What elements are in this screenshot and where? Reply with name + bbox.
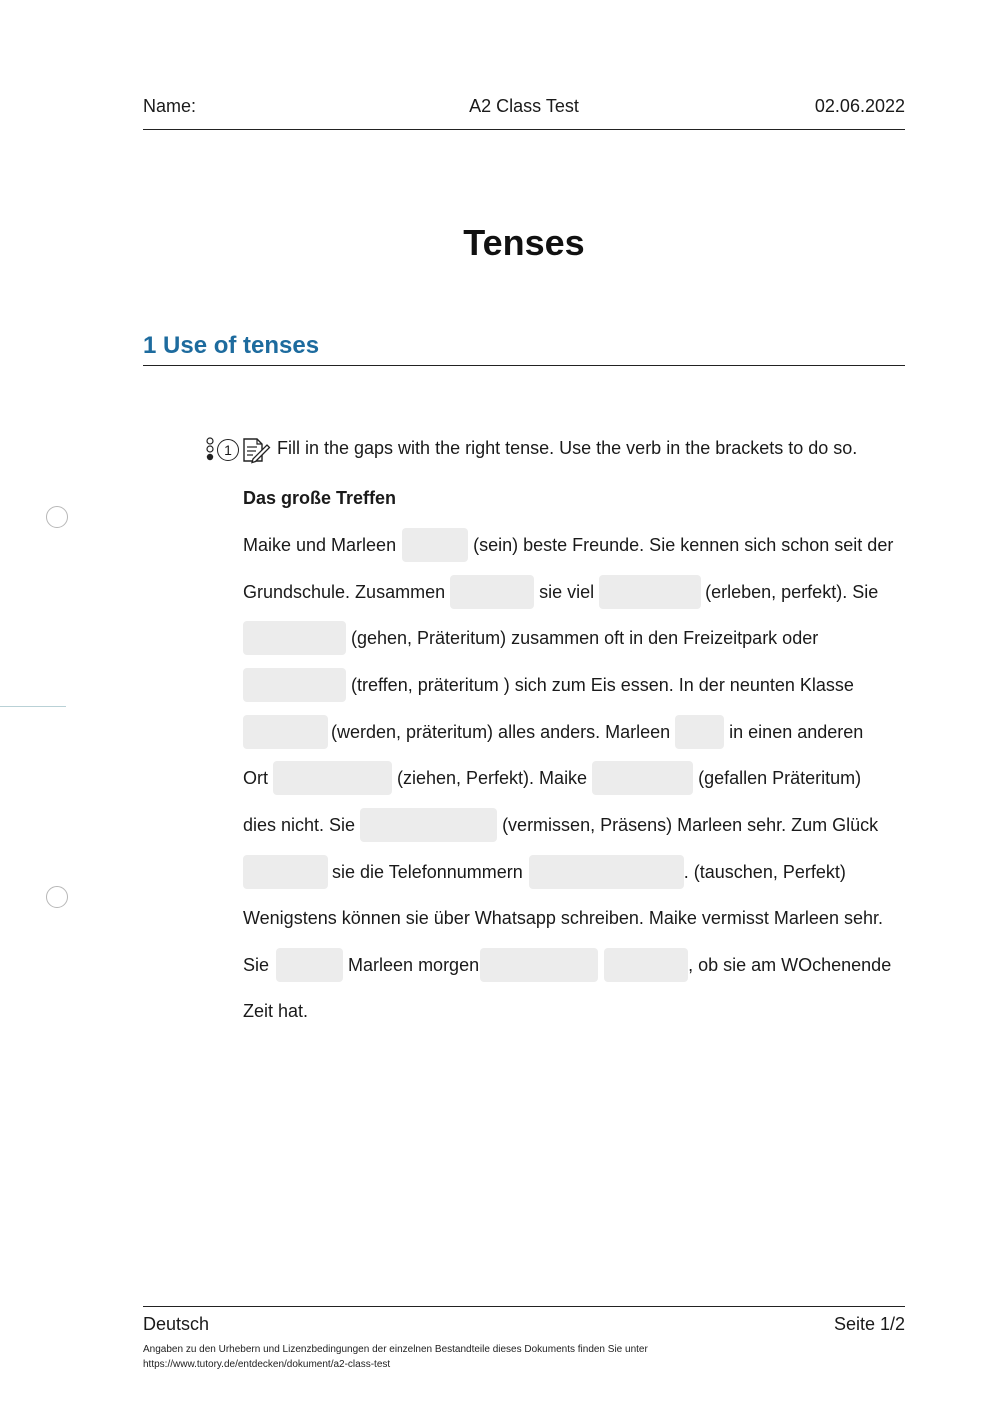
- text-segment: (erleben, perfekt). Sie: [705, 581, 879, 602]
- gap-field[interactable]: [529, 855, 684, 889]
- footer-license-url[interactable]: https://www.tutory.de/entdecken/dokument/a2-class-test: [143, 1359, 391, 1370]
- text-line: [243, 900, 883, 936]
- number-one-icon: [217, 439, 239, 461]
- text-segment: (werden, präteritum) alles anders. Marleen: [331, 721, 676, 742]
- gap-field[interactable]: [675, 715, 724, 749]
- text-segment: in einen anderen: [729, 721, 864, 742]
- text-segment: Zeit hat.: [243, 1000, 309, 1021]
- header-divider: [143, 129, 905, 130]
- gap-field[interactable]: [450, 575, 534, 609]
- text-segment: Wenigstens können sie über Whatsapp schreiben. Maike vermisst Marleen sehr.: [243, 907, 883, 928]
- text-line: [243, 947, 891, 983]
- level-dots-icon: [205, 436, 215, 464]
- text-segment: (gehen, Präteritum) zusammen oft in den Freizeitpark oder: [351, 627, 819, 648]
- footer-page-number: Seite 1/2: [833, 1314, 905, 1334]
- text-segment: Ort: [243, 767, 273, 788]
- text-line: [243, 667, 854, 703]
- text-segment: , ob sie am WOchenende: [688, 954, 892, 975]
- text-segment: Grundschule. Zusammen: [243, 581, 451, 602]
- gap-field[interactable]: [402, 528, 468, 562]
- punch-hole-mark: [46, 506, 68, 528]
- section-heading: 1 Use of tenses: [143, 332, 320, 359]
- task-icons: [205, 436, 271, 464]
- gap-field[interactable]: [243, 715, 328, 749]
- write-pencil-icon: [241, 436, 271, 464]
- text-line: [243, 527, 893, 563]
- text-segment: (treffen, präteritum ) sich zum Eis essen. In der neunten Klasse: [351, 674, 854, 695]
- text-segment: . (tauschen, Perfekt): [683, 861, 846, 882]
- text-line: [243, 714, 863, 750]
- header-date: 02.06.2022: [814, 96, 905, 116]
- punch-hole-mark: [46, 886, 68, 908]
- text-line: [243, 807, 878, 843]
- text-segment: Sie: [243, 954, 275, 975]
- page-title: Tenses: [463, 222, 585, 263]
- task-instruction: Fill in the gaps with the right tense. Use the verb in the brackets to do so.: [277, 438, 858, 458]
- gap-field[interactable]: [604, 948, 688, 982]
- text-segment: Maike und Marleen: [243, 534, 402, 555]
- fold-mark: [0, 706, 66, 707]
- text-line: [243, 993, 308, 1029]
- gap-field[interactable]: [243, 668, 346, 702]
- text-segment: sie viel: [539, 581, 600, 602]
- text-segment: (vermissen, Präsens) Marleen sehr. Zum Glück: [502, 814, 879, 835]
- gap-field[interactable]: [243, 855, 328, 889]
- text-segment: sie die Telefonnummern: [332, 861, 528, 882]
- text-line: [243, 620, 818, 656]
- gap-field[interactable]: [480, 948, 598, 982]
- text-segment: (ziehen, Perfekt). Maike: [397, 767, 593, 788]
- text-heading: Das große Treffen: [243, 488, 397, 508]
- text-line: [243, 760, 861, 796]
- footer-subject: Deutsch: [143, 1314, 210, 1334]
- gap-field[interactable]: [243, 621, 346, 655]
- footer-divider: [143, 1306, 905, 1307]
- name-label: Name:: [143, 96, 197, 116]
- text-segment: Marleen morgen: [348, 954, 480, 975]
- gap-field[interactable]: [273, 761, 392, 795]
- text-line: [243, 854, 846, 890]
- section-divider: [143, 365, 905, 366]
- text-segment: dies nicht. Sie: [243, 814, 361, 835]
- class-title: A2 Class Test: [469, 96, 579, 116]
- number-one-label: 1: [224, 442, 232, 458]
- gap-field[interactable]: [276, 948, 343, 982]
- gap-field[interactable]: [360, 808, 497, 842]
- text-segment: (gefallen Präteritum): [698, 767, 862, 788]
- gap-field[interactable]: [599, 575, 701, 609]
- text-segment: (sein) beste Freunde. Sie kennen sich schon seit der: [473, 534, 894, 555]
- text-line: [243, 574, 878, 610]
- gap-field[interactable]: [592, 761, 693, 795]
- footer-license-text: Angaben zu den Urhebern und Lizenzbedingungen der einzelnen Bestandteile dieses Dokuments finden Sie unter: [143, 1344, 648, 1355]
